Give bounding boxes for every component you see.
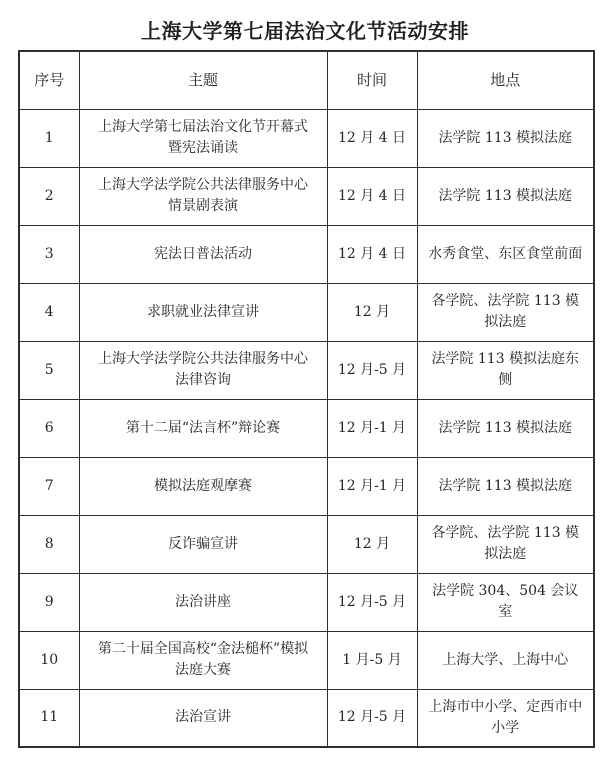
- row-number-cell: 7: [19, 457, 79, 515]
- location-cell: 各学院、法学院 113 模拟法庭: [417, 283, 594, 341]
- location-cell: 法学院 113 模拟法庭: [417, 399, 594, 457]
- table-row: [19, 631, 594, 689]
- time-cell: 12 月 4 日: [327, 225, 417, 283]
- table-row: [19, 689, 594, 747]
- time-cell: 12 月 4 日: [327, 109, 417, 167]
- table-row: [19, 341, 594, 399]
- theme-cell: 第二十届全国高校“金法槌杯”模拟法庭大赛: [79, 631, 327, 689]
- header-cell-location: 地点: [417, 51, 594, 109]
- time-cell: 12 月: [327, 515, 417, 573]
- theme-cell: 上海大学法学院公共法律服务中心情景剧表演: [79, 167, 327, 225]
- theme-cell: 上海大学第七届法治文化节开幕式暨宪法诵读: [79, 109, 327, 167]
- theme-cell: 模拟法庭观摩赛: [79, 457, 327, 515]
- table-header-row: [19, 51, 594, 109]
- location-cell: 法学院 113 模拟法庭: [417, 167, 594, 225]
- row-number-cell: 9: [19, 573, 79, 631]
- theme-cell: 上海大学法学院公共法律服务中心法律咨询: [79, 341, 327, 399]
- location-cell: 法学院 304、504 会议室: [417, 573, 594, 631]
- table-row: [19, 573, 594, 631]
- theme-cell: 求职就业法律宣讲: [79, 283, 327, 341]
- time-cell: 12 月-1 月: [327, 457, 417, 515]
- time-cell: 12 月-5 月: [327, 689, 417, 747]
- time-cell: 12 月-5 月: [327, 573, 417, 631]
- time-cell: 12 月: [327, 283, 417, 341]
- table-row: [19, 399, 594, 457]
- table-row: [19, 109, 594, 167]
- location-cell: 各学院、法学院 113 模拟法庭: [417, 515, 594, 573]
- time-cell: 12 月 4 日: [327, 167, 417, 225]
- header-cell-time: 时间: [327, 51, 417, 109]
- row-number-cell: 10: [19, 631, 79, 689]
- theme-cell: 反诈骗宣讲: [79, 515, 327, 573]
- row-number-cell: 4: [19, 283, 79, 341]
- theme-cell: 法治宣讲: [79, 689, 327, 747]
- theme-cell: 法治讲座: [79, 573, 327, 631]
- row-number-cell: 2: [19, 167, 79, 225]
- location-cell: 水秀食堂、东区食堂前面: [417, 225, 594, 283]
- time-cell: 1 月-5 月: [327, 631, 417, 689]
- time-cell: 12 月-1 月: [327, 399, 417, 457]
- location-cell: 法学院 113 模拟法庭东侧: [417, 341, 594, 399]
- theme-cell: 宪法日普法活动: [79, 225, 327, 283]
- page-title: 上海大学第七届法治文化节活动安排: [141, 19, 469, 43]
- row-number-cell: 8: [19, 515, 79, 573]
- table-row: [19, 283, 594, 341]
- row-number-cell: 3: [19, 225, 79, 283]
- time-cell: 12 月-5 月: [327, 341, 417, 399]
- activities-table: [18, 50, 595, 748]
- table-row: [19, 225, 594, 283]
- header-cell-theme: 主题: [79, 51, 327, 109]
- location-cell: 上海市中小学、定西市中小学: [417, 689, 594, 747]
- theme-cell: 第十二届“法言杯”辩论赛: [79, 399, 327, 457]
- header-cell-no: 序号: [19, 51, 79, 109]
- location-cell: 上海大学、上海中心: [417, 631, 594, 689]
- row-number-cell: 6: [19, 399, 79, 457]
- table-row: [19, 457, 594, 515]
- location-cell: 法学院 113 模拟法庭: [417, 109, 594, 167]
- location-cell: 法学院 113 模拟法庭: [417, 457, 594, 515]
- table-row: [19, 515, 594, 573]
- table-row: [19, 167, 594, 225]
- row-number-cell: 1: [19, 109, 79, 167]
- row-number-cell: 5: [19, 341, 79, 399]
- row-number-cell: 11: [19, 689, 79, 747]
